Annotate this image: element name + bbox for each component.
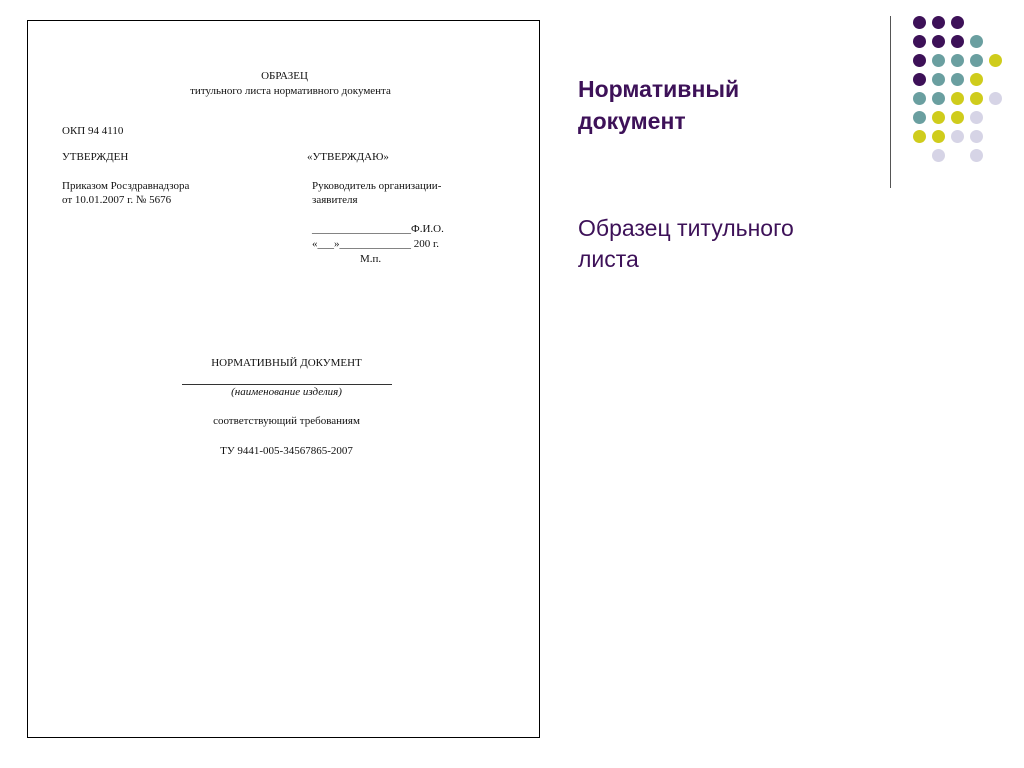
doc-order-line1: Приказом Росздравнадзора [62,180,190,192]
doc-okp: ОКП 94 4110 [62,125,124,137]
doc-approved-left: УТВЕРЖДЕН [62,151,129,163]
decorative-dot [970,73,983,86]
decorative-dot [932,54,945,67]
decorative-dot [970,111,983,124]
decorative-dot [951,130,964,143]
decorative-dot [932,92,945,105]
decorative-dot [951,54,964,67]
decorative-dot [932,130,945,143]
slide-subheading: Образец титульного листа [578,215,794,272]
doc-product-hint: (наименование изделия) [231,386,342,398]
decorative-dot [913,111,926,124]
doc-approved-right: «УТВЕРЖДАЮ» [307,151,389,163]
decorative-dot [932,16,945,29]
decorative-dot [932,149,945,162]
decorative-dot [951,16,964,29]
doc-spec: ТУ 9441-005-34567865-2007 [220,445,353,457]
doc-date-line: «___»_____________ 200 г. [312,238,440,250]
decorative-dot [970,149,983,162]
doc-compliance: соответствующий требованиям [213,415,360,427]
decorative-dot [913,73,926,86]
decorative-dot [932,73,945,86]
decorative-dot [913,92,926,105]
decorative-divider [890,16,891,188]
decorative-dot [951,111,964,124]
doc-stamp: М.п. [360,253,382,265]
decorative-dot [913,54,926,67]
decorative-dot [970,54,983,67]
decorative-dot [913,16,926,29]
decorative-dot [970,130,983,143]
decorative-dot [913,130,926,143]
doc-fio-line: __________________Ф.И.О. [312,223,444,235]
decorative-dot [932,35,945,48]
decorative-dot [913,35,926,48]
slide-heading: Нормативный документ [578,76,740,134]
doc-header-line2: титульного листа нормативного документа [190,85,391,97]
decorative-dot [951,73,964,86]
decorative-dot [989,54,1002,67]
decorative-dot [932,111,945,124]
doc-header-line1: ОБРАЗЕЦ [261,70,308,82]
doc-order-line2: от 10.01.2007 г. № 5676 [62,194,172,206]
decorative-dot [970,35,983,48]
document-page [27,20,540,738]
decorative-dot [989,92,1002,105]
decorative-dot [951,92,964,105]
doc-title: НОРМАТИВНЫЙ ДОКУМЕНТ [211,357,362,369]
decorative-dot [951,35,964,48]
doc-head-line1: Руководитель организации- [312,180,442,192]
decorative-dot [970,92,983,105]
doc-head-line2: заявителя [312,194,358,206]
